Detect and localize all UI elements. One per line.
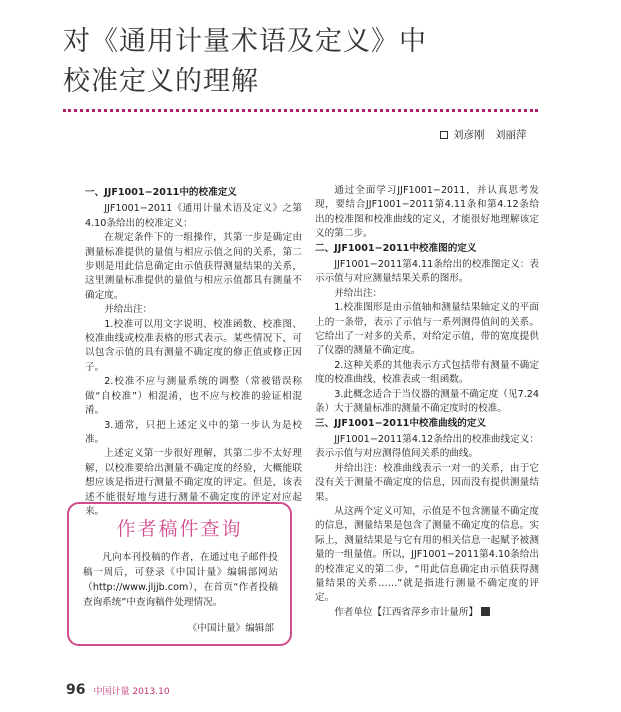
paragraph: JJF1001−2011第4.11条给出的校准图定义：表示示值与对应测量结果关系的图形。: [315, 259, 539, 285]
box-paragraph: 凡向本刊投稿的作者，在通过电子邮件投稿一周后，可登录《中国计量》编辑部网站（http://www.jljjb.com），在首页“作者投稿查询系统”中查询稿件处理情况。: [83, 552, 278, 608]
paragraph: 在规定条件下的一组操作，其第一步是确定由测量标准提供的量值与相应示值之间的关系，第二步则是用此信息确定由示值获得测量结果的关系，这里测量标准提供的量值与相应示值都具有测量不确定度。: [85, 232, 302, 301]
article-title: [63, 22, 427, 102]
paragraph: 并给出注：: [334, 287, 383, 299]
paragraph: 并给出注：校准曲线表示一对一的关系，由于它没有关于测量不确定度的信息，因而没有提供测量结果。: [315, 462, 539, 503]
paragraph: JJF1001−2011第4.12条给出的校准曲线定义：表示示值与对应测得值间关系的曲线。: [315, 433, 539, 460]
paragraph: 作者单位【江西省萍乡市计量所】: [315, 606, 539, 620]
left-column: [85, 186, 302, 519]
paragraph: JJF1001−2011《通用计量术语及定义》之第4.10条给出的校准定义：: [85, 203, 302, 229]
square-bullet-icon: [440, 131, 448, 139]
author-names: 刘彦刚 刘丽萍: [453, 129, 527, 141]
authors: [440, 127, 527, 142]
page-number: 96: [66, 682, 86, 698]
paragraph: 2.校准不应与测量系统的调整（常被错误称做“自校准”）相混淆，也不应与校准的验证相混淆。: [85, 376, 302, 417]
paragraph: 1.校准图形是由示值轴和测量结果轴定义的平面上的一条带，表示了示值与一系列测得值间的关系。它给出了一对多的关系，对给定示值，带的宽度提供了仪器的测量不确定度。: [315, 302, 539, 357]
paragraph: 通过全面学习JJF1001−2011，并认真思考发现，要结合JJF1001−2011第4.11条和第4.12条给出的校准图和校准曲线的定义，才能很好地理解该定义的第二步。: [315, 185, 539, 240]
paragraph: 2.这种关系的其他表示方式包括带有测量不确定度的校准曲线、校准表或一组函数。: [315, 359, 539, 386]
page-footer: [66, 682, 170, 698]
section-heading: 二、JJF1001−2011中校准图的定义: [315, 242, 477, 254]
title-line-2: 校准定义的理解: [63, 66, 259, 97]
paragraph: 3.此概念适合于当仪器的测量不确定度（见7.24条）大于测量标准的测量不确定度时的校准。: [315, 388, 539, 415]
right-column: [315, 184, 539, 620]
box-signature: 《中国计量》编辑部: [187, 623, 274, 634]
paragraph: 1.校准可以用文字说明、校准函数、校准图、校准曲线或校准表格的形式表示。某些情况下，可以包含示值的具有测量不确定度的修正值或修正因子。: [85, 318, 302, 373]
title-line-1: 对《通用计量术语及定义》中: [63, 26, 427, 57]
section-heading: 三、JJF1001−2011中校准曲线的定义: [315, 417, 487, 429]
paragraph: 3.通常，只把上述定义中的第一步认为是校准。: [85, 419, 302, 445]
end-mark-icon: [481, 607, 490, 616]
paragraph: 上述定义第一步很好理解，其第二步不太好理解，以校准要给出测量不确定度的经验，大概能联想应该是指进行测量不确定度的评定。但是，该表述不能很好地与进行测量不确定度的评定对应起来。: [85, 448, 302, 517]
paragraph: 从这两个定义可知，示值是不包含测量不确定度的信息，测量结果是包含了测量不确定度的信息。实际上，测量结果是与它有用的相关信息一起赋予被测量的一组量值。所以，JJF1001−2011第4.10条给出的校准定义的第二步，“用此信息确定由示值获得测量结果的关系……”就是指进行测量不确定度的评定。: [315, 505, 539, 604]
box-title: 作者稿件查询: [116, 518, 243, 540]
section-heading: 一、JJF1001−2011中的校准定义: [85, 187, 237, 198]
title-divider: [63, 109, 538, 112]
manuscript-query-box: [67, 502, 292, 646]
paragraph: 并给出注：: [104, 304, 153, 316]
box-body: [83, 550, 278, 610]
journal-issue: 中国计量 2013.10: [93, 687, 170, 697]
